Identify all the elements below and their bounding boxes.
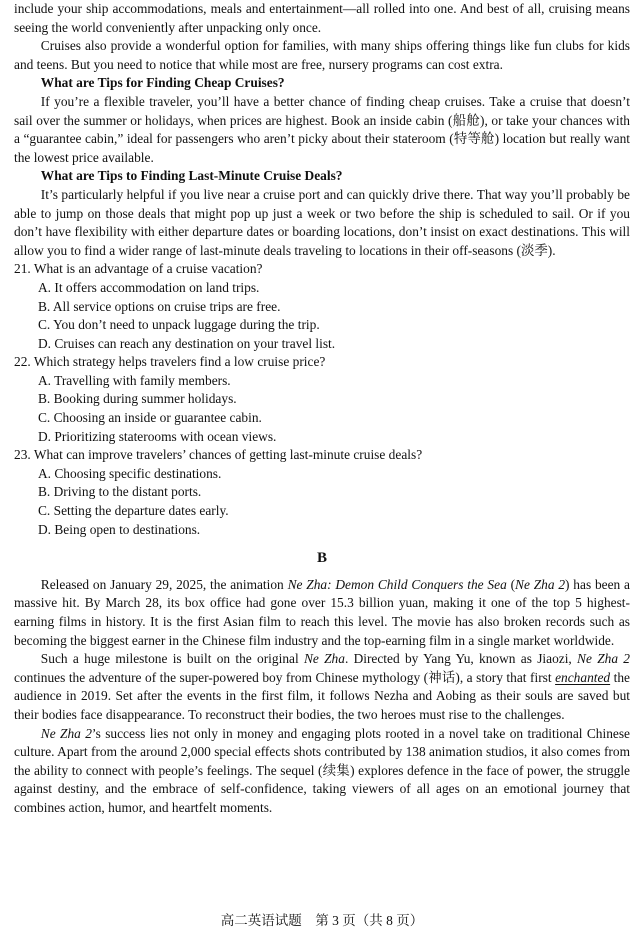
text-run: ) has been a massive hit. By March 28, its box office had gone over 15.3 billion yuan, making it one of the top 5 highest-earning films in history. It is the first Asian film to reach this level. The movie has also broken records such as becoming the biggest earner in the Chinese film industry and the top-earning film in a single market worldwide.	[14, 576, 630, 648]
answer-option: A. Choosing specific destinations.	[38, 465, 222, 481]
answer-option: C. Setting the departure dates early.	[38, 503, 229, 519]
text-run: . Directed by Yang Yu, known as Jiaozi,	[344, 651, 578, 667]
answer-option: A. Travelling with family members.	[38, 372, 231, 388]
passage-a-paragraph: It’s particularly helpful if you live near a cruise port and can quickly drive there. That way you’ll probably be able to jump on those deals that might pop up just a week or two before the ship is scheduled to sail. Or if you don’t have flexibility with either departure dates or boarding locations, don’t insist on exact destinations. This will allow you to find a wider range of last-minute deals traveling to locations in their off-seasons (淡季).	[14, 186, 630, 258]
question-stem: 23. What can improve travelers’ chances of getting last-minute cruise deals?	[14, 447, 423, 463]
passage-a-paragraph: Cruises also provide a wonderful option for families, with many ships offering things like fun clubs for kids and teens. But you need to notice that while most are free, nursery programs can cost extra.	[14, 38, 630, 72]
page-footer: 高二英语试题 第 3 页（共 8 页）	[220, 913, 424, 928]
section-heading: What are Tips for Finding Cheap Cruises?	[40, 75, 285, 91]
answer-option: C. You don’t need to unpack luggage during the trip.	[38, 317, 320, 333]
text-run: ’s success lies not only in money and engaging plots rooted in a novel take on traditional Chinese culture. Apart from the around 2,000 special effects shots contributed by 138 animation studios, it also comes from the ability to connect with people’s feelings. The sequel (续集) explores defence in the face of power, the struggle against destiny, and the embrace of self-confidence, taking viewers of all ages on an emotional journey that combines action, humor, and heartfelt moments.	[14, 725, 630, 815]
question-stem: 21. What is an advantage of a cruise vacation?	[14, 261, 263, 277]
question-22	[14, 353, 630, 446]
film-title: Ne Zha 2	[577, 651, 630, 667]
answer-option: B. Booking during summer holidays.	[38, 391, 237, 407]
answer-option: A. It offers accommodation on land trips.	[38, 279, 260, 295]
section-heading: What are Tips to Finding Last-Minute Cruise Deals?	[40, 168, 343, 184]
text-run: Released on January 29, 2025, the animation	[40, 576, 288, 592]
question-21	[14, 260, 630, 353]
underlined-word: enchanted	[555, 669, 611, 685]
passage-b-paragraph	[14, 650, 630, 724]
question-23	[14, 446, 630, 539]
film-title: Ne Zha	[303, 651, 345, 667]
question-stem: 22. Which strategy helps travelers find a low cruise price?	[14, 354, 326, 370]
text-run: (	[506, 576, 516, 592]
text-run: Such a huge milestone is built on the original	[40, 651, 304, 667]
film-title: Ne Zha 2	[40, 725, 92, 741]
passage-a-paragraph: include your ship accommodations, meals and entertainment—all rolled into one. And best of all, cruising means seeing the world conveniently after unpacking only once.	[14, 1, 630, 35]
film-title: Ne Zha: Demon Child Conquers the Sea	[287, 576, 507, 592]
answer-option: D. Cruises can reach any destination on your travel list.	[38, 335, 336, 351]
text-run: the audience in 2019. Set after the events in the first film, it follows Nezha and Aobing as their souls are saved but their bodies face disappearance. To reconstruct their bodies, the two heroes must rise to the challenges.	[14, 669, 630, 722]
answer-option: C. Choosing an inside or guarantee cabin.	[38, 410, 262, 426]
answer-option: D. Prioritizing staterooms with ocean views.	[38, 428, 277, 444]
passage-b-paragraph	[14, 576, 630, 650]
answer-option: B. All service options on cruise trips are free.	[38, 298, 281, 314]
exam-page	[14, 0, 630, 818]
film-title: Ne Zha 2	[515, 576, 566, 592]
section-label-b: B	[316, 550, 327, 567]
text-run: continues the adventure of the super-powered boy from Chinese mythology (神话), a story that first	[14, 669, 556, 685]
answer-option: B. Driving to the distant ports.	[38, 484, 202, 500]
passage-b-paragraph	[14, 725, 630, 818]
answer-option: D. Being open to destinations.	[38, 521, 201, 537]
passage-a-paragraph: If you’re a flexible traveler, you’ll have a better chance of finding cheap cruises. Take a cruise that doesn’t sail over the summer or holidays, when prices are highest. Book an inside cabin (船舱), or take your chances with a “guarantee cabin,” ideal for passengers who aren’t picky about their stateroom (特等舱) location but really want the lowest price available.	[14, 93, 630, 165]
